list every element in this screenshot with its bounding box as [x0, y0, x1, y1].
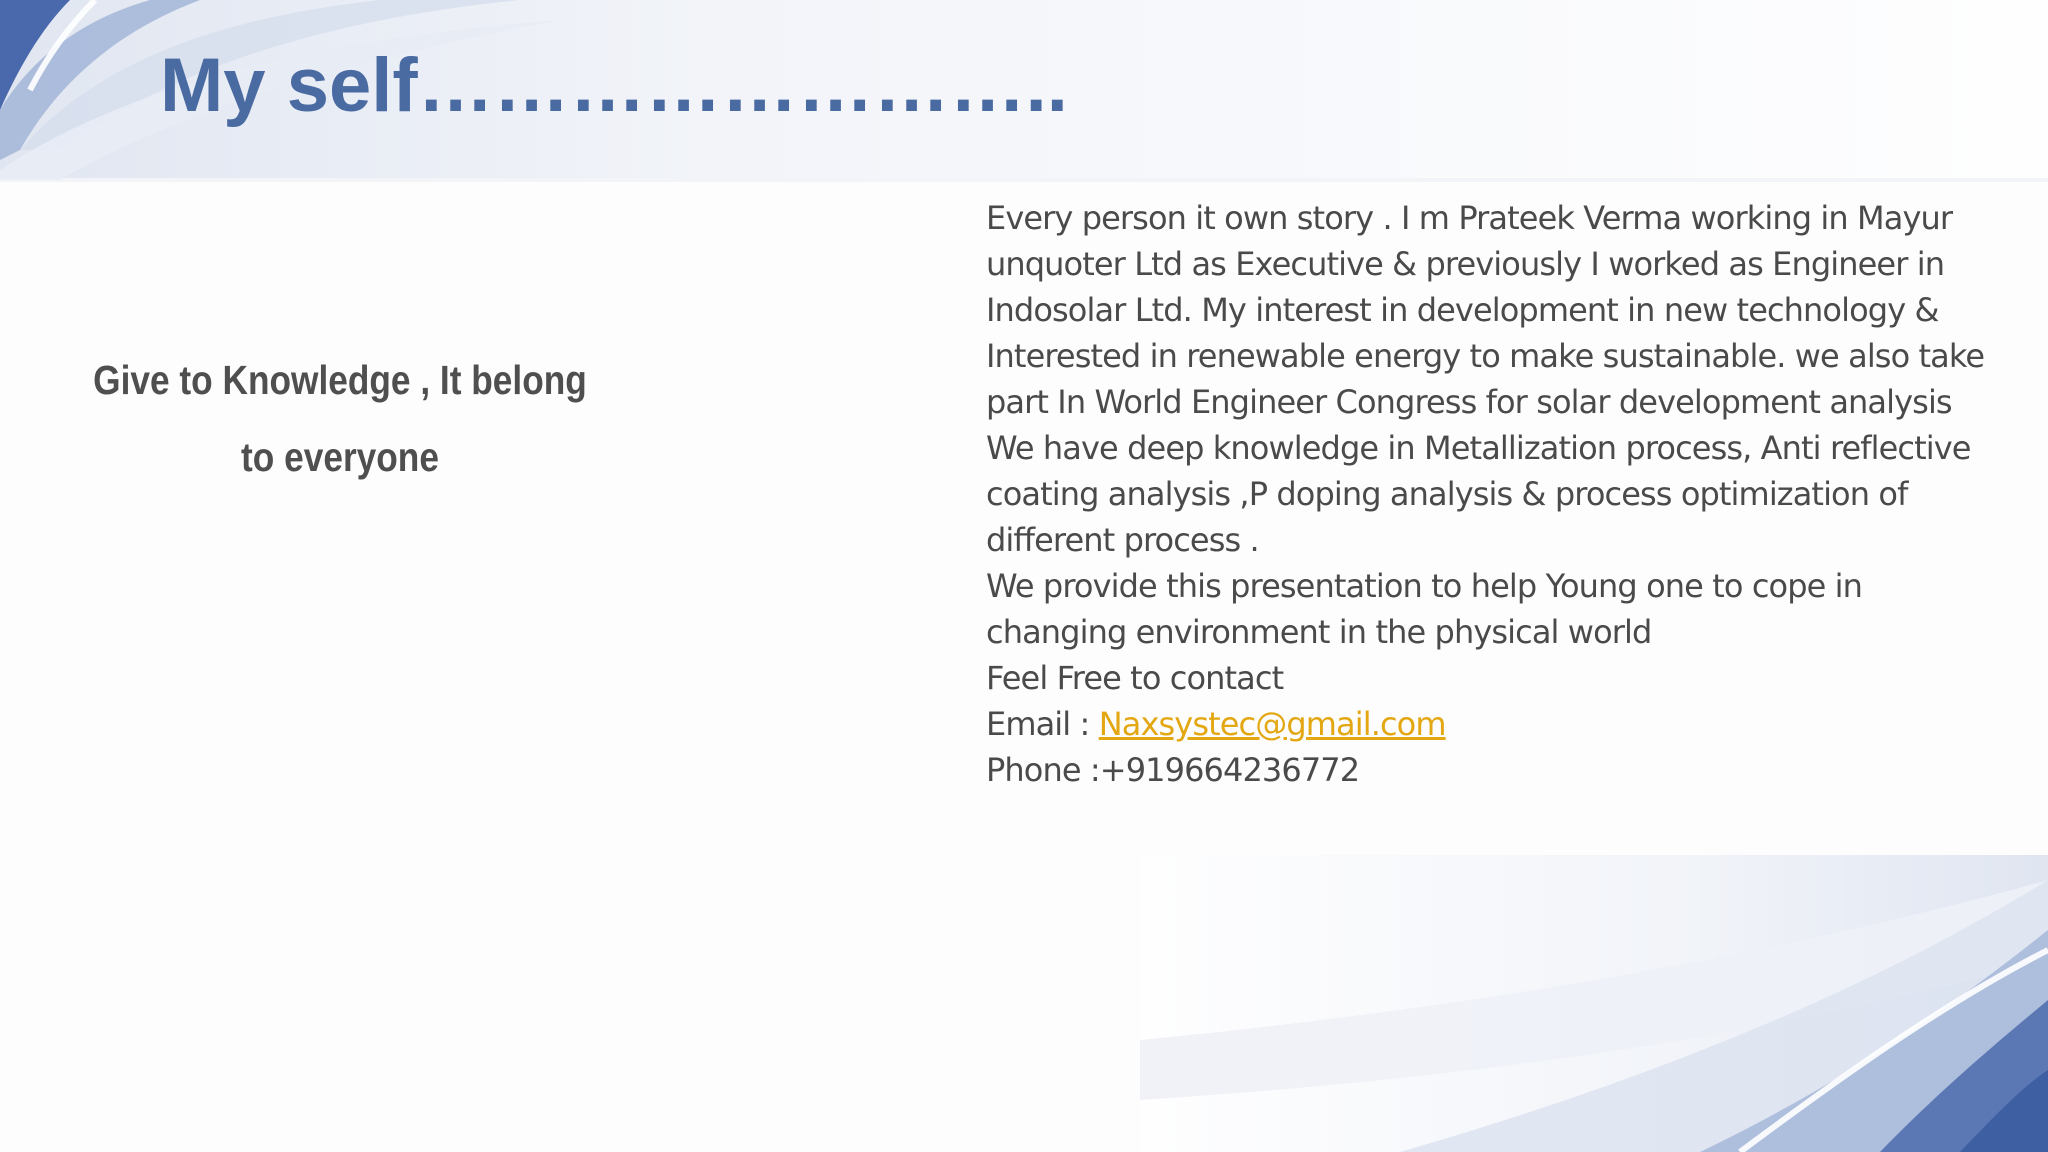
email-line	[986, 701, 2006, 747]
phone-line: Phone :+919664236772	[986, 751, 1360, 789]
purpose-paragraph: We provide this presentation to help Young one to cope in changing environment in the physical world	[986, 567, 1863, 651]
email-link[interactable]: Naxsystec@gmail.com	[1098, 705, 1446, 743]
about-me-text	[986, 195, 2006, 793]
contact-invite: Feel Free to contact	[986, 659, 1284, 697]
bio-paragraph: Every person it own story . I m Prateek Verma working in Mayur unquoter Ltd as Executive & previously I worked as Engineer in Indosolar Ltd. My interest in development in new technology & Interested in renewable energy to make sustainable. we also take part In World Engineer Congress for solar development analysis We have deep knowledge in Metallization process, Anti reflective coating analysis ,P doping analysis & process optimization of different process .	[986, 199, 1985, 559]
email-label: Email :	[986, 705, 1099, 743]
slide-title: My self……………………..	[160, 43, 1068, 128]
motto-quote: Give to Knowledge , It belong to everyone	[93, 357, 587, 480]
